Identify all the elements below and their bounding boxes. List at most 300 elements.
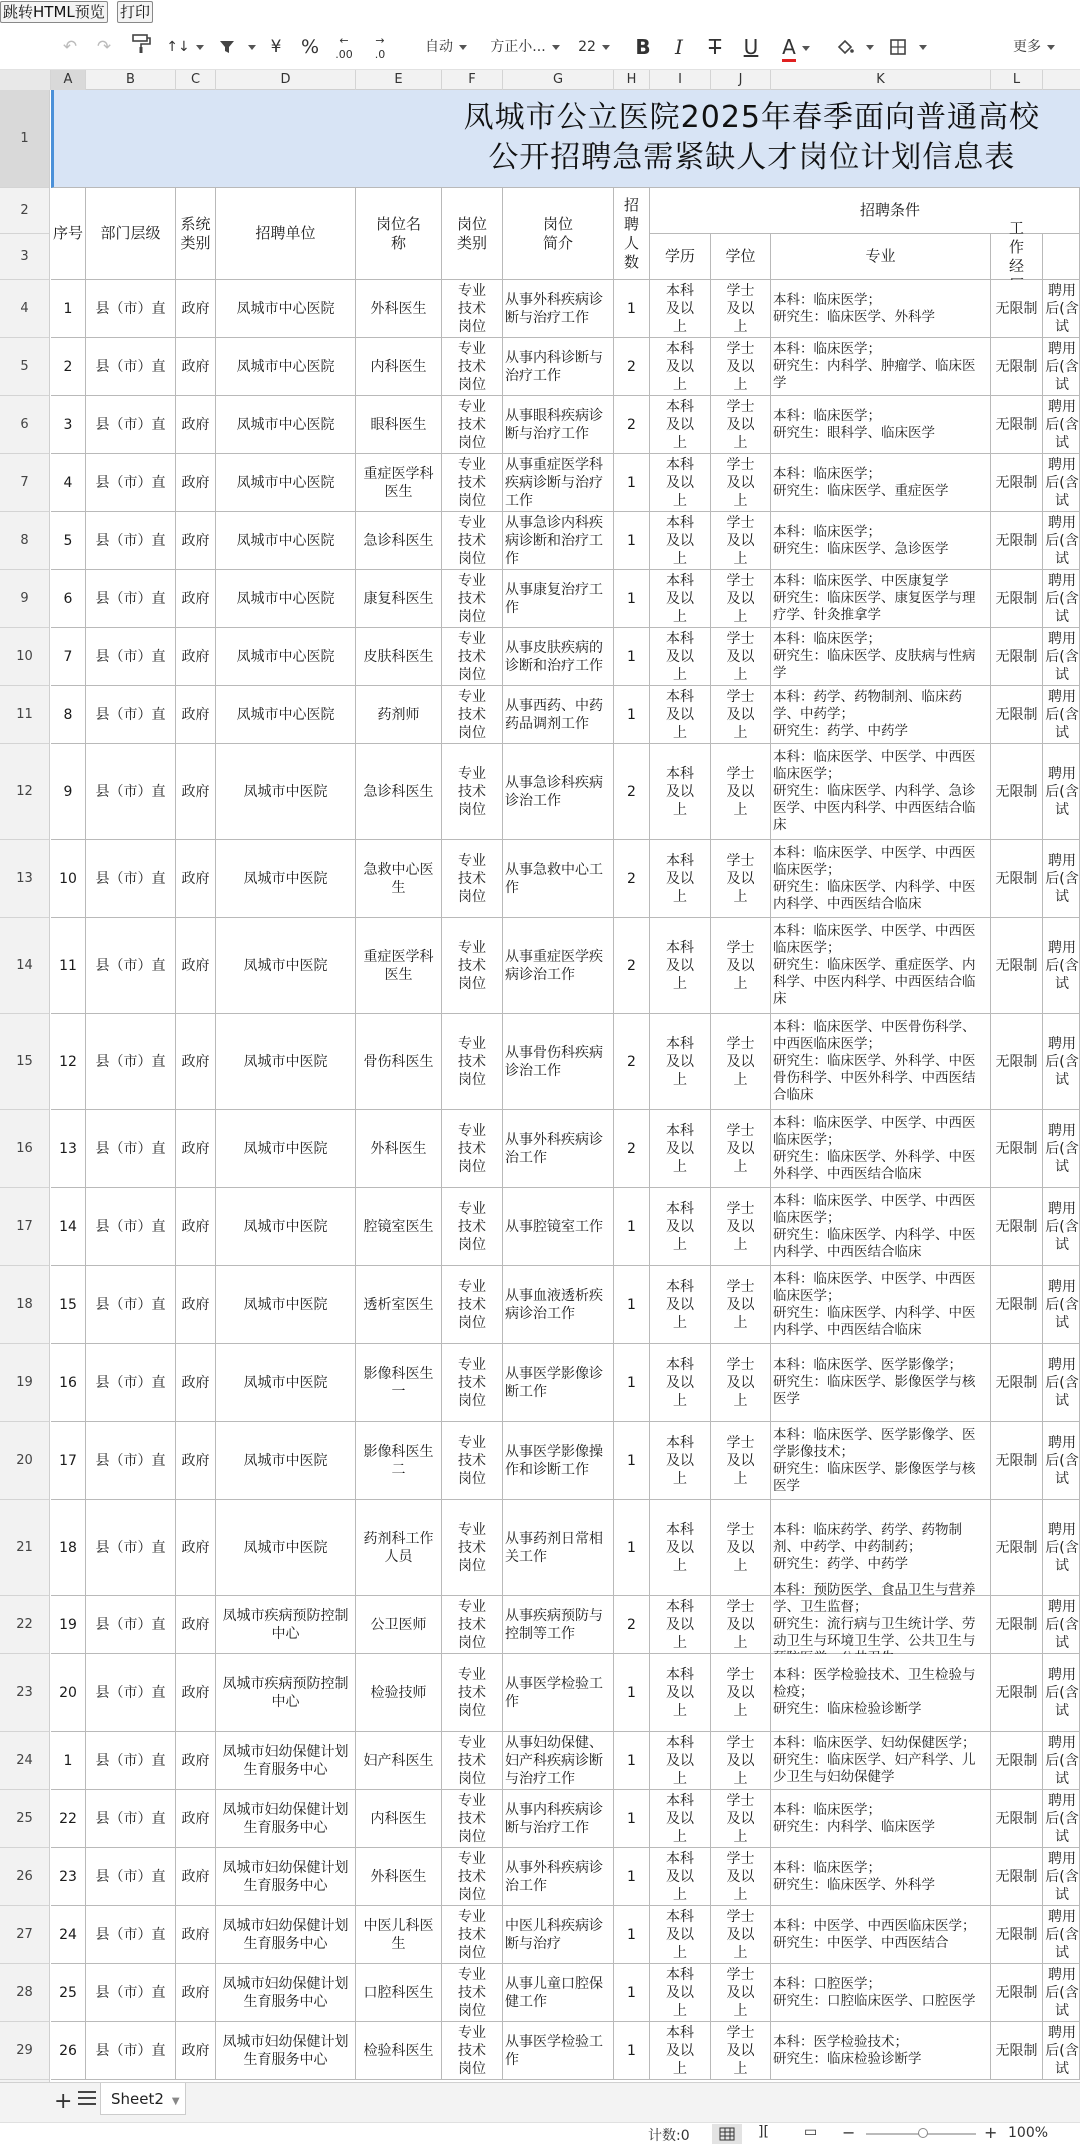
cell-unit[interactable]: 凤城市中心医院 [216, 396, 356, 454]
cell-post[interactable]: 中医儿科医生 [356, 1906, 442, 1964]
cell-post[interactable]: 康复科医生 [356, 570, 442, 628]
cell-ptype[interactable]: 专业技术岗位 [442, 840, 503, 918]
cell-sys[interactable]: 政府 [176, 918, 216, 1014]
cell-dept[interactable]: 县（市）直 [86, 686, 176, 744]
cell-last[interactable]: 聘用后(含试 [1043, 1266, 1080, 1344]
cell-major[interactable]: 本科：临床医学； 研究生：内科学、肿瘤学、临床医学 [771, 338, 991, 396]
cell-exp[interactable]: 无限制 [991, 1906, 1043, 1964]
cell-major[interactable]: 本科：临床医学、妇幼保健医学； 研究生：临床医学、妇产科学、儿少卫生与妇幼保健学 [771, 1732, 991, 1790]
column-header-d[interactable]: D [216, 70, 356, 90]
column-header-f[interactable]: F [442, 70, 503, 90]
cell-exp[interactable]: 无限制 [991, 570, 1043, 628]
cell-ptype[interactable]: 专业技术岗位 [442, 1500, 503, 1596]
cell-seq[interactable]: 3 [51, 396, 86, 454]
cell-degree[interactable]: 学士及以上 [711, 1344, 771, 1422]
cell-post[interactable]: 外科医生 [356, 280, 442, 338]
column-header-e[interactable]: E [356, 70, 442, 90]
font-style-select[interactable]: 自动 [412, 32, 480, 62]
cell-major[interactable]: 本科：临床医学、中医学、中西医临床医学； 研究生：临床医学、重症医学、内科学、中医内科学、中西医结合临床 [771, 918, 991, 1014]
increase-decimal-icon[interactable]: ← .00 [335, 34, 353, 61]
cell-post[interactable]: 透析室医生 [356, 1266, 442, 1344]
row-header[interactable]: 10 [0, 628, 49, 686]
cell-intro[interactable]: 从事内科诊断与治疗工作 [503, 338, 614, 396]
row-header[interactable]: 25 [0, 1790, 49, 1848]
cell-major[interactable]: 本科：临床医学； 研究生：临床医学、外科学 [771, 280, 991, 338]
cell-dept[interactable]: 县（市）直 [86, 2022, 176, 2080]
cell-post[interactable]: 内科医生 [356, 1790, 442, 1848]
cell-exp[interactable]: 无限制 [991, 1654, 1043, 1732]
cell-major[interactable]: 本科：口腔医学； 研究生：口腔临床医学、口腔医学 [771, 1964, 991, 2022]
cell-intro[interactable]: 中医儿科疾病诊断与治疗 [503, 1906, 614, 1964]
cell-num[interactable]: 1 [614, 454, 650, 512]
cell-seq[interactable]: 25 [51, 1964, 86, 2022]
title-cell[interactable] [51, 90, 1080, 188]
cell-last[interactable]: 聘用后(含试 [1043, 1732, 1080, 1790]
cell-degree[interactable]: 学士及以上 [711, 396, 771, 454]
cell-dept[interactable]: 县（市）直 [86, 1188, 176, 1266]
cell-edu[interactable]: 本科及以上 [650, 1110, 711, 1188]
cell-major[interactable]: 本科：临床药学、药学、药物制剂、中药学、中药制药； 研究生：药学、中药学 [771, 1500, 991, 1596]
cell-dept[interactable]: 县（市）直 [86, 338, 176, 396]
cell-num[interactable]: 1 [614, 1500, 650, 1596]
strikethrough-icon[interactable]: T [708, 35, 722, 59]
column-header-j[interactable]: J [711, 70, 771, 90]
cell-dept[interactable]: 县（市）直 [86, 628, 176, 686]
cell-post[interactable]: 影像科医生二 [356, 1422, 442, 1500]
more-button[interactable]: 更多 [1006, 32, 1062, 62]
cell-ptype[interactable]: 专业技术岗位 [442, 570, 503, 628]
cell-major[interactable]: 本科：医学检验技术、卫生检验与检疫； 研究生：临床检验诊断学 [771, 1654, 991, 1732]
cell-last[interactable]: 聘用后(含试 [1043, 744, 1080, 840]
cell-ptype[interactable]: 专业技术岗位 [442, 686, 503, 744]
cell-seq[interactable]: 18 [51, 1500, 86, 1596]
cell-major[interactable]: 本科：临床医学、中医学、中西医临床医学； 研究生：临床医学、内科学、中医内科学、中西医结合临床 [771, 1188, 991, 1266]
cell-major[interactable]: 本科：临床医学、医学影像学； 研究生：临床医学、影像医学与核医学 [771, 1344, 991, 1422]
cell-ptype[interactable]: 专业技术岗位 [442, 454, 503, 512]
cell-edu[interactable]: 本科及以上 [650, 1964, 711, 2022]
sheet-tab[interactable] [100, 2083, 186, 2115]
cell-intro[interactable]: 从事腔镜室工作 [503, 1188, 614, 1266]
cell-degree[interactable]: 学士及以上 [711, 1266, 771, 1344]
cell-degree[interactable]: 学士及以上 [711, 1732, 771, 1790]
cell-post[interactable]: 内科医生 [356, 338, 442, 396]
cell-exp[interactable]: 无限制 [991, 280, 1043, 338]
cell-major[interactable]: 学、卫生监督； 研究生：流行病与卫生统计学、劳动卫生与环境卫生学、公共卫生与 [771, 1596, 991, 1654]
cell-edu[interactable]: 本科及以上 [650, 840, 711, 918]
cell-dept[interactable]: 县（市）直 [86, 840, 176, 918]
cell-last[interactable]: 聘用后(含试 [1043, 2022, 1080, 2080]
cell-last[interactable]: 聘用后(含试 [1043, 454, 1080, 512]
cell-num[interactable]: 1 [614, 1964, 650, 2022]
cell-seq[interactable]: 6 [51, 570, 86, 628]
cell-intro[interactable]: 从事儿童口腔保健工作 [503, 1964, 614, 2022]
cell-dept[interactable]: 县（市）直 [86, 1500, 176, 1596]
cell-sys[interactable]: 政府 [176, 1906, 216, 1964]
cell-sys[interactable]: 政府 [176, 686, 216, 744]
cell-major[interactable]: 本科：临床医学； 研究生：眼科学、临床医学 [771, 396, 991, 454]
cell-degree[interactable]: 学士及以上 [711, 1188, 771, 1266]
cell-sys[interactable]: 政府 [176, 1266, 216, 1344]
row-header[interactable]: 4 [0, 280, 49, 338]
cell-ptype[interactable]: 专业技术岗位 [442, 1790, 503, 1848]
cell-ptype[interactable]: 专业技术岗位 [442, 1188, 503, 1266]
cell-seq[interactable]: 23 [51, 1848, 86, 1906]
cell-last[interactable]: 聘用后(含试 [1043, 628, 1080, 686]
cell-exp[interactable]: 无限制 [991, 1014, 1043, 1110]
cell-last[interactable]: 聘用后(含试 [1043, 280, 1080, 338]
cell-num[interactable]: 2 [614, 1110, 650, 1188]
cell-sys[interactable]: 政府 [176, 1014, 216, 1110]
cell-seq[interactable]: 24 [51, 1906, 86, 1964]
cell-unit[interactable]: 凤城市中医院 [216, 840, 356, 918]
cell-num[interactable]: 1 [614, 280, 650, 338]
cell-exp[interactable]: 无限制 [991, 1848, 1043, 1906]
cell-intro[interactable]: 从事皮肤疾病的诊断和治疗工作 [503, 628, 614, 686]
cell-edu[interactable]: 本科及以上 [650, 1906, 711, 1964]
cell-seq[interactable]: 9 [51, 744, 86, 840]
cell-seq[interactable]: 11 [51, 918, 86, 1014]
cell-post[interactable]: 影像科医生一 [356, 1344, 442, 1422]
cell-exp[interactable]: 无限制 [991, 1596, 1043, 1654]
html-preview-button[interactable]: 跳转HTML预览 [0, 1, 108, 23]
cell-degree[interactable]: 学士及以上 [711, 1110, 771, 1188]
cell-post[interactable]: 药剂科工作人员 [356, 1500, 442, 1596]
cell-major[interactable]: 本科：临床医学； 研究生：临床医学、皮肤病与性病学 [771, 628, 991, 686]
cell-degree[interactable]: 学士及以上 [711, 744, 771, 840]
cell-dept[interactable]: 县（市）直 [86, 396, 176, 454]
page-break-view-icon[interactable]: ][ [758, 2124, 769, 2140]
row-header[interactable]: 9 [0, 570, 49, 628]
cell-exp[interactable]: 无限制 [991, 1110, 1043, 1188]
cell-major[interactable]: 本科：临床医学、中医骨伤科学、中西医临床医学； 研究生：临床医学、外科学、中医骨伤科学、中医外科学、中西医结合临床 [771, 1014, 991, 1110]
cell-num[interactable]: 1 [614, 1188, 650, 1266]
cell-exp[interactable]: 无限制 [991, 1266, 1043, 1344]
cell-edu[interactable]: 本科及以上 [650, 1790, 711, 1848]
row-header[interactable]: 28 [0, 1964, 49, 2022]
row-header[interactable]: 23 [0, 1654, 49, 1732]
cell-post[interactable]: 重症医学科医生 [356, 918, 442, 1014]
cell-dept[interactable]: 县（市）直 [86, 1014, 176, 1110]
cell-last[interactable]: 聘用后(含试 [1043, 1596, 1080, 1654]
row-header[interactable]: 20 [0, 1422, 49, 1500]
cell-intro[interactable]: 从事外科疾病诊治工作 [503, 1110, 614, 1188]
cell-seq[interactable]: 14 [51, 1188, 86, 1266]
cell-edu[interactable]: 本科及以上 [650, 1422, 711, 1500]
row-header[interactable]: 18 [0, 1266, 49, 1344]
cell-edu[interactable]: 本科及以上 [650, 1848, 711, 1906]
page-layout-view-icon[interactable]: ▭ [804, 2124, 818, 2140]
column-header-c[interactable]: C [176, 70, 216, 90]
cell-sys[interactable]: 政府 [176, 1848, 216, 1906]
cell-sys[interactable]: 政府 [176, 1596, 216, 1654]
cell-last[interactable]: 聘用后(含试 [1043, 1790, 1080, 1848]
sort-icon[interactable]: ↑↓ [165, 32, 205, 62]
row-header[interactable]: 24 [0, 1732, 49, 1790]
redo-icon[interactable]: ↷ [96, 37, 112, 57]
cell-unit[interactable]: 凤城市中医院 [216, 1344, 356, 1422]
cell-ptype[interactable]: 专业技术岗位 [442, 744, 503, 840]
cell-dept[interactable]: 县（市）直 [86, 570, 176, 628]
cell-dept[interactable]: 县（市）直 [86, 1848, 176, 1906]
cell-unit[interactable]: 凤城市中医院 [216, 1500, 356, 1596]
cell-post[interactable]: 骨伤科医生 [356, 1014, 442, 1110]
font-size-select[interactable]: 22 [574, 32, 614, 62]
cell-degree[interactable]: 学士及以上 [711, 628, 771, 686]
cell-last[interactable]: 聘用后(含试 [1043, 1964, 1080, 2022]
zoom-slider[interactable] [866, 2133, 976, 2135]
fill-color-icon[interactable] [834, 32, 876, 62]
cell-num[interactable]: 1 [614, 2022, 650, 2080]
row-header[interactable]: 21 [0, 1500, 49, 1596]
cell-seq[interactable]: 17 [51, 1422, 86, 1500]
cell-unit[interactable]: 凤城市中医院 [216, 1188, 356, 1266]
cell-degree[interactable]: 学士及以上 [711, 2022, 771, 2080]
cell-intro[interactable]: 从事医学影像诊断工作 [503, 1344, 614, 1422]
cell-degree[interactable]: 学士及以上 [711, 840, 771, 918]
column-header-g[interactable]: G [503, 70, 614, 90]
cell-sys[interactable]: 政府 [176, 396, 216, 454]
cell-ptype[interactable]: 专业技术岗位 [442, 2022, 503, 2080]
cell-seq[interactable]: 22 [51, 1790, 86, 1848]
cell-ptype[interactable]: 专业技术岗位 [442, 338, 503, 396]
cell-intro[interactable]: 从事康复治疗工作 [503, 570, 614, 628]
cell-major[interactable]: 本科：药学、药物制剂、临床药学、中药学； 研究生：药学、中药学 [771, 686, 991, 744]
cell-unit[interactable]: 凤城市妇幼保健计划生育服务中心 [216, 1906, 356, 1964]
cell-sys[interactable]: 政府 [176, 338, 216, 396]
cell-dept[interactable]: 县（市）直 [86, 1964, 176, 2022]
font-color-icon[interactable] [776, 32, 816, 62]
cell-exp[interactable]: 无限制 [991, 1344, 1043, 1422]
row-header[interactable]: 1 [0, 90, 49, 188]
cell-edu[interactable]: 本科及以上 [650, 280, 711, 338]
cell-degree[interactable]: 学士及以上 [711, 1906, 771, 1964]
cell-major[interactable]: 本科：临床医学； 研究生：内科学、临床医学 [771, 1790, 991, 1848]
cell-last[interactable]: 聘用后(含试 [1043, 1848, 1080, 1906]
cell-sys[interactable]: 政府 [176, 1422, 216, 1500]
cell-dept[interactable]: 县（市）直 [86, 1344, 176, 1422]
cell-intro[interactable]: 从事医学检验工作 [503, 2022, 614, 2080]
cell-edu[interactable]: 本科及以上 [650, 918, 711, 1014]
decrease-decimal-icon[interactable]: → .0 [374, 34, 386, 61]
cell-num[interactable]: 2 [614, 1014, 650, 1110]
cell-unit[interactable]: 凤城市中心医院 [216, 512, 356, 570]
cell-sys[interactable]: 政府 [176, 512, 216, 570]
cell-intro[interactable]: 从事内科疾病诊断与治疗工作 [503, 1790, 614, 1848]
row-header[interactable]: 26 [0, 1848, 49, 1906]
cell-ptype[interactable]: 专业技术岗位 [442, 1848, 503, 1906]
cell-ptype[interactable]: 专业技术岗位 [442, 512, 503, 570]
cell-major[interactable]: 本科：临床医学； 研究生：临床医学、外科学 [771, 1848, 991, 1906]
cell-major[interactable]: 本科：临床医学、中医康复学 研究生：临床医学、康复医学与理疗学、针灸推拿学 [771, 570, 991, 628]
row-header[interactable]: 3 [0, 234, 49, 280]
cell-exp[interactable]: 无限制 [991, 918, 1043, 1014]
cell-sys[interactable]: 政府 [176, 1732, 216, 1790]
cell-degree[interactable]: 学士及以上 [711, 918, 771, 1014]
cell-seq[interactable]: 4 [51, 454, 86, 512]
cell-edu[interactable]: 本科及以上 [650, 686, 711, 744]
cell-dept[interactable]: 县（市）直 [86, 1906, 176, 1964]
cell-edu[interactable]: 本科及以上 [650, 1732, 711, 1790]
cell-ptype[interactable]: 专业技术岗位 [442, 280, 503, 338]
cell-num[interactable]: 2 [614, 1596, 650, 1654]
cell-post[interactable]: 检验技师 [356, 1654, 442, 1732]
cell-seq[interactable]: 26 [51, 2022, 86, 2080]
zoom-out-icon[interactable]: − [842, 2123, 856, 2142]
cell-num[interactable]: 1 [614, 686, 650, 744]
normal-view-icon[interactable] [712, 2124, 742, 2144]
cell-ptype[interactable]: 专业技术岗位 [442, 1964, 503, 2022]
cell-last[interactable]: 聘用后(含试 [1043, 918, 1080, 1014]
cell-exp[interactable]: 无限制 [991, 1500, 1043, 1596]
cell-exp[interactable]: 无限制 [991, 454, 1043, 512]
cell-ptype[interactable]: 专业技术岗位 [442, 1654, 503, 1732]
cell-exp[interactable]: 无限制 [991, 1732, 1043, 1790]
row-header[interactable]: 7 [0, 454, 49, 512]
cell-exp[interactable]: 无限制 [991, 338, 1043, 396]
cell-degree[interactable]: 学士及以上 [711, 454, 771, 512]
row-header[interactable]: 11 [0, 686, 49, 744]
cell-major[interactable]: 本科：临床医学、医学影像学、医学影像技术； 研究生：临床医学、影像医学与核医学 [771, 1422, 991, 1500]
column-header-k[interactable]: K [771, 70, 991, 90]
cell-intro[interactable]: 从事重症医学科疾病诊断与治疗工作 [503, 454, 614, 512]
cell-unit[interactable]: 凤城市妇幼保健计划生育服务中心 [216, 1732, 356, 1790]
cell-major[interactable]: 本科：医学检验技术； 研究生：临床检验诊断学 [771, 2022, 991, 2080]
cell-edu[interactable]: 本科及以上 [650, 744, 711, 840]
cell-unit[interactable]: 凤城市妇幼保健计划生育服务中心 [216, 1790, 356, 1848]
cell-num[interactable]: 1 [614, 1654, 650, 1732]
cell-last[interactable]: 聘用后(含试 [1043, 840, 1080, 918]
cell-last[interactable]: 聘用后(含试 [1043, 1188, 1080, 1266]
row-header[interactable]: 27 [0, 1906, 49, 1964]
cell-intro[interactable]: 从事疾病预防与控制等工作 [503, 1596, 614, 1654]
cell-major[interactable]: 本科：临床医学、中医学、中西医临床医学； 研究生：临床医学、内科学、急诊医学、中医内科学、中西医结合临床 [771, 744, 991, 840]
cell-ptype[interactable]: 专业技术岗位 [442, 1014, 503, 1110]
cell-last[interactable]: 聘用后(含试 [1043, 1110, 1080, 1188]
cell-seq[interactable]: 12 [51, 1014, 86, 1110]
cell-post[interactable]: 皮肤科医生 [356, 628, 442, 686]
cell-sys[interactable]: 政府 [176, 628, 216, 686]
cell-edu[interactable]: 本科及以上 [650, 454, 711, 512]
cell-unit[interactable]: 凤城市中医院 [216, 1014, 356, 1110]
cell-seq[interactable]: 8 [51, 686, 86, 744]
cell-dept[interactable]: 县（市）直 [86, 454, 176, 512]
cell-seq[interactable]: 13 [51, 1110, 86, 1188]
add-sheet-icon[interactable]: + [54, 2089, 73, 2114]
cell-intro[interactable]: 从事医学检验工作 [503, 1654, 614, 1732]
cell-degree[interactable]: 学士及以上 [711, 1422, 771, 1500]
cell-num[interactable]: 1 [614, 512, 650, 570]
cell-unit[interactable]: 凤城市中心医院 [216, 628, 356, 686]
cell-edu[interactable]: 本科及以上 [650, 1596, 711, 1654]
cell-degree[interactable]: 学士及以上 [711, 686, 771, 744]
cell-exp[interactable]: 无限制 [991, 396, 1043, 454]
cell-intro[interactable]: 从事急诊内科疾病诊断和治疗工作 [503, 512, 614, 570]
cell-last[interactable]: 聘用后(含试 [1043, 1500, 1080, 1596]
italic-icon[interactable]: I [675, 35, 683, 59]
cell-last[interactable]: 聘用后(含试 [1043, 1422, 1080, 1500]
row-header[interactable]: 6 [0, 396, 49, 454]
zoom-slider-thumb[interactable] [918, 2128, 928, 2138]
cell-last[interactable]: 聘用后(含试 [1043, 1344, 1080, 1422]
cell-sys[interactable]: 政府 [176, 280, 216, 338]
cell-unit[interactable]: 凤城市妇幼保健计划生育服务中心 [216, 2022, 356, 2080]
cell-seq[interactable]: 16 [51, 1344, 86, 1422]
cell-num[interactable]: 1 [614, 1266, 650, 1344]
cell-unit[interactable]: 凤城市中医院 [216, 918, 356, 1014]
cell-intro[interactable]: 从事急诊科疾病诊治工作 [503, 744, 614, 840]
cell-ptype[interactable]: 专业技术岗位 [442, 1906, 503, 1964]
format-painter-icon[interactable] [126, 32, 156, 62]
row-header[interactable]: 8 [0, 512, 49, 570]
cell-dept[interactable]: 县（市）直 [86, 1732, 176, 1790]
row-header[interactable]: 16 [0, 1110, 49, 1188]
cell-intro[interactable]: 从事医学影像操作和诊断工作 [503, 1422, 614, 1500]
undo-icon[interactable]: ↶ [62, 37, 78, 57]
cell-unit[interactable]: 凤城市中心医院 [216, 686, 356, 744]
cell-num[interactable]: 1 [614, 1422, 650, 1500]
cell-last[interactable]: 聘用后(含试 [1043, 570, 1080, 628]
cell-degree[interactable]: 学士及以上 [711, 570, 771, 628]
cell-intro[interactable]: 从事急救中心工作 [503, 840, 614, 918]
column-header-l[interactable]: L [991, 70, 1043, 90]
cell-num[interactable]: 2 [614, 744, 650, 840]
row-header[interactable]: 14 [0, 918, 49, 1014]
cell-degree[interactable]: 学士及以上 [711, 1500, 771, 1596]
row-header[interactable]: 5 [0, 338, 49, 396]
cell-last[interactable]: 聘用后(含试 [1043, 338, 1080, 396]
cell-post[interactable]: 外科医生 [356, 1110, 442, 1188]
cell-seq[interactable]: 1 [51, 1732, 86, 1790]
cell-post[interactable]: 检验科医生 [356, 2022, 442, 2080]
zoom-in-icon[interactable]: + [984, 2123, 998, 2142]
cell-edu[interactable]: 本科及以上 [650, 396, 711, 454]
cell-unit[interactable]: 凤城市中心医院 [216, 454, 356, 512]
cell-intro[interactable]: 从事外科疾病诊断与治疗工作 [503, 280, 614, 338]
cell-exp[interactable]: 无限制 [991, 744, 1043, 840]
cell-edu[interactable]: 本科及以上 [650, 2022, 711, 2080]
cell-seq[interactable]: 19 [51, 1596, 86, 1654]
cell-exp[interactable]: 无限制 [991, 2022, 1043, 2080]
cell-last[interactable]: 聘用后(含试 [1043, 1014, 1080, 1110]
cell-sys[interactable]: 政府 [176, 840, 216, 918]
cell-exp[interactable]: 无限制 [991, 1964, 1043, 2022]
cell-exp[interactable]: 无限制 [991, 512, 1043, 570]
cell-post[interactable]: 急救中心医生 [356, 840, 442, 918]
cell-intro[interactable]: 从事药剂日常相关工作 [503, 1500, 614, 1596]
cell-sys[interactable]: 政府 [176, 1964, 216, 2022]
cell-intro[interactable]: 从事骨伤科疾病诊治工作 [503, 1014, 614, 1110]
cell-last[interactable]: 聘用后(含试 [1043, 1906, 1080, 1964]
bold-icon[interactable]: B [635, 35, 651, 59]
cell-edu[interactable]: 本科及以上 [650, 1014, 711, 1110]
cell-dept[interactable]: 县（市）直 [86, 744, 176, 840]
cell-unit[interactable]: 凤城市中医院 [216, 1110, 356, 1188]
row-header[interactable]: 19 [0, 1344, 49, 1422]
currency-icon[interactable]: ¥ [270, 37, 282, 57]
cell-major[interactable]: 本科：临床医学、中医学、中西医临床医学； 研究生：临床医学、内科学、中医内科学、中西医结合临床 [771, 840, 991, 918]
cell-unit[interactable]: 凤城市疾病预防控制中心 [216, 1654, 356, 1732]
cell-sys[interactable]: 政府 [176, 1188, 216, 1266]
cell-ptype[interactable]: 专业技术岗位 [442, 1732, 503, 1790]
cell-post[interactable]: 急诊科医生 [356, 512, 442, 570]
row-header[interactable]: 13 [0, 840, 49, 918]
select-all-corner[interactable] [0, 70, 51, 90]
cell-num[interactable]: 1 [614, 1790, 650, 1848]
cell-intro[interactable]: 从事妇幼保健、妇产科疾病诊断与治疗工作 [503, 1732, 614, 1790]
cell-sys[interactable]: 政府 [176, 1654, 216, 1732]
cell-dept[interactable]: 县（市）直 [86, 512, 176, 570]
cell-last[interactable]: 聘用后(含试 [1043, 686, 1080, 744]
